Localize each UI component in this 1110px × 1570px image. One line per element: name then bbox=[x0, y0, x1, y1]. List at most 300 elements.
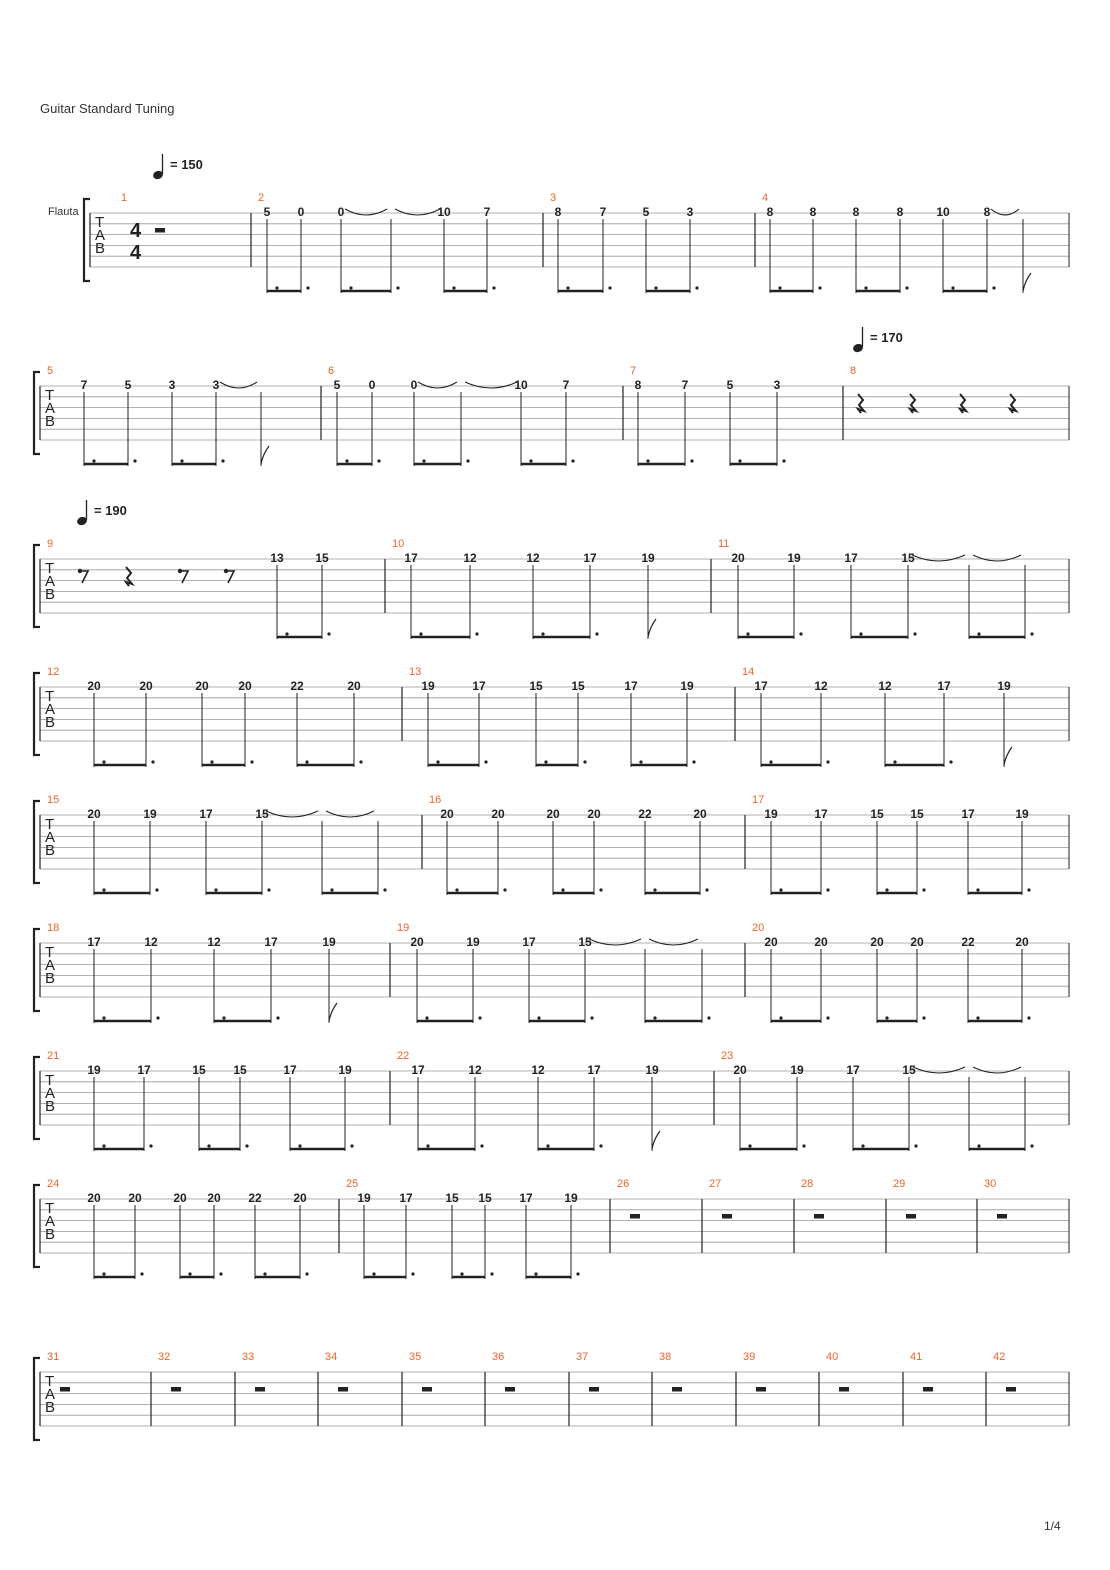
fret-number: 15 bbox=[478, 1191, 492, 1205]
dot bbox=[992, 286, 995, 289]
dot bbox=[102, 760, 105, 763]
tab-clef-letter: T bbox=[45, 816, 55, 833]
system-bracket bbox=[34, 929, 40, 1011]
flag bbox=[1023, 273, 1031, 291]
dot bbox=[422, 459, 425, 462]
whole-rest-icon bbox=[422, 1387, 432, 1392]
fret-number: 17 bbox=[519, 1191, 533, 1205]
tempo-value: = 190 bbox=[94, 503, 127, 518]
measure-number: 38 bbox=[659, 1351, 672, 1363]
dot bbox=[149, 1144, 152, 1147]
measure-number: 8 bbox=[850, 365, 857, 377]
dot bbox=[452, 286, 455, 289]
fret-number: 20 bbox=[293, 1191, 307, 1205]
measure-number: 2 bbox=[258, 192, 265, 204]
fret-number: 20 bbox=[733, 1063, 747, 1077]
dot bbox=[861, 1144, 864, 1147]
dot bbox=[210, 760, 213, 763]
dot bbox=[977, 1144, 980, 1147]
instrument-label: Flauta bbox=[48, 206, 79, 218]
fret-number: 12 bbox=[144, 935, 158, 949]
tuning-label: Guitar Standard Tuning bbox=[40, 101, 175, 116]
tab-clef-letter: T bbox=[45, 688, 55, 705]
fret-number: 0 bbox=[297, 205, 305, 219]
dot bbox=[92, 459, 95, 462]
dot bbox=[914, 1144, 917, 1147]
whole-rest-icon bbox=[505, 1387, 515, 1392]
fret-number: 5 bbox=[263, 205, 271, 219]
fret-number: 20 bbox=[870, 935, 884, 949]
fret-number: 20 bbox=[410, 935, 424, 949]
dot bbox=[140, 1272, 143, 1275]
fret-number: 17 bbox=[404, 551, 418, 565]
dot bbox=[976, 1016, 979, 1019]
dot bbox=[484, 760, 487, 763]
dot bbox=[222, 1016, 225, 1019]
fret-number: 8 bbox=[896, 205, 904, 219]
fret-number: 20 bbox=[910, 935, 924, 949]
fret-number: 17 bbox=[522, 935, 536, 949]
dot bbox=[377, 459, 380, 462]
dot bbox=[156, 1016, 159, 1019]
dot bbox=[566, 286, 569, 289]
fret-number: 12 bbox=[463, 551, 477, 565]
fret-number: 8 bbox=[554, 205, 562, 219]
fret-number: 17 bbox=[814, 807, 828, 821]
dot bbox=[951, 286, 954, 289]
dot bbox=[245, 1144, 248, 1147]
measure-number: 15 bbox=[47, 794, 60, 806]
measure-number: 12 bbox=[47, 666, 60, 678]
dot bbox=[436, 760, 439, 763]
dot bbox=[748, 1144, 751, 1147]
tab-clef-letter: A bbox=[45, 1213, 56, 1230]
whole-rest-icon bbox=[672, 1387, 682, 1392]
dot bbox=[455, 888, 458, 891]
fret-number: 20 bbox=[139, 679, 153, 693]
system-bracket bbox=[84, 199, 90, 281]
tab-clef-letter: T bbox=[95, 214, 105, 231]
measure-number: 31 bbox=[47, 1351, 60, 1363]
tie bbox=[973, 555, 1021, 561]
tie bbox=[913, 1067, 965, 1073]
measure-number: 26 bbox=[617, 1178, 630, 1190]
dot bbox=[608, 286, 611, 289]
fret-number: 20 bbox=[207, 1191, 221, 1205]
fret-number: 19 bbox=[338, 1063, 352, 1077]
fret-number: 20 bbox=[764, 935, 778, 949]
fret-number: 17 bbox=[411, 1063, 425, 1077]
tempo-value: = 170 bbox=[870, 330, 903, 345]
whole-rest-icon bbox=[338, 1387, 348, 1392]
fret-number: 15 bbox=[578, 935, 592, 949]
tab-clef-letter: A bbox=[45, 957, 56, 974]
fret-number: 19 bbox=[764, 807, 778, 821]
fret-number: 5 bbox=[124, 378, 132, 392]
measure-number: 32 bbox=[158, 1351, 171, 1363]
fret-number: 12 bbox=[814, 679, 828, 693]
dot bbox=[692, 760, 695, 763]
fret-number: 17 bbox=[844, 551, 858, 565]
tie bbox=[220, 382, 257, 388]
fret-number: 8 bbox=[634, 378, 642, 392]
measure-number: 37 bbox=[576, 1351, 589, 1363]
flag bbox=[1004, 747, 1012, 765]
fret-number: 3 bbox=[168, 378, 176, 392]
dot bbox=[922, 888, 925, 891]
fret-number: 20 bbox=[173, 1191, 187, 1205]
measure-number: 42 bbox=[993, 1351, 1006, 1363]
dot bbox=[475, 632, 478, 635]
fret-number: 19 bbox=[143, 807, 157, 821]
fret-number: 20 bbox=[693, 807, 707, 821]
system-bracket bbox=[34, 673, 40, 755]
fret-number: 17 bbox=[399, 1191, 413, 1205]
tab-clef-letter: T bbox=[45, 1072, 55, 1089]
fret-number: 12 bbox=[207, 935, 221, 949]
system-bracket bbox=[34, 1185, 40, 1267]
dot bbox=[155, 888, 158, 891]
measure-number: 36 bbox=[492, 1351, 505, 1363]
measure-number: 27 bbox=[709, 1178, 722, 1190]
dot bbox=[639, 760, 642, 763]
whole-rest-icon bbox=[923, 1387, 933, 1392]
fret-number: 17 bbox=[264, 935, 278, 949]
tie bbox=[395, 209, 440, 215]
dot bbox=[534, 1272, 537, 1275]
dot bbox=[102, 888, 105, 891]
system-bracket bbox=[34, 801, 40, 883]
tie bbox=[266, 811, 318, 817]
dot bbox=[949, 760, 952, 763]
dot bbox=[151, 760, 154, 763]
tab-clef-letter: B bbox=[45, 1399, 56, 1416]
dot bbox=[826, 760, 829, 763]
tie bbox=[345, 209, 387, 215]
fret-number: 15 bbox=[571, 679, 585, 693]
fret-number: 7 bbox=[80, 378, 88, 392]
tab-clef-letter: A bbox=[45, 701, 56, 718]
tie bbox=[589, 939, 641, 945]
fret-number: 17 bbox=[583, 551, 597, 565]
fret-number: 19 bbox=[87, 1063, 101, 1077]
dot bbox=[298, 1144, 301, 1147]
dot bbox=[350, 1144, 353, 1147]
dot bbox=[133, 459, 136, 462]
dot bbox=[102, 1144, 105, 1147]
half-rest-icon bbox=[155, 228, 165, 233]
tab-clef-letter: T bbox=[45, 944, 55, 961]
dot bbox=[529, 459, 532, 462]
fret-number: 19 bbox=[641, 551, 655, 565]
dot bbox=[425, 1016, 428, 1019]
measure-number: 7 bbox=[630, 365, 637, 377]
dot bbox=[492, 286, 495, 289]
dot bbox=[818, 286, 821, 289]
flag bbox=[652, 1131, 660, 1149]
dot bbox=[267, 888, 270, 891]
dot bbox=[885, 1016, 888, 1019]
fret-number: 12 bbox=[878, 679, 892, 693]
fret-number: 19 bbox=[322, 935, 336, 949]
fret-number: 17 bbox=[587, 1063, 601, 1077]
dot bbox=[426, 1144, 429, 1147]
dot bbox=[690, 459, 693, 462]
fret-number: 17 bbox=[283, 1063, 297, 1077]
fret-number: 22 bbox=[290, 679, 304, 693]
dot bbox=[503, 888, 506, 891]
dot bbox=[480, 1144, 483, 1147]
measure-number: 25 bbox=[346, 1178, 359, 1190]
measure-number: 21 bbox=[47, 1050, 60, 1062]
dot bbox=[188, 1272, 191, 1275]
tab-clef-letter: B bbox=[45, 842, 56, 859]
dot bbox=[746, 632, 749, 635]
dot bbox=[396, 286, 399, 289]
fret-number: 19 bbox=[466, 935, 480, 949]
dot bbox=[102, 1272, 105, 1275]
tab-clef-letter: A bbox=[45, 1085, 56, 1102]
dot bbox=[1030, 1144, 1033, 1147]
fret-number: 19 bbox=[564, 1191, 578, 1205]
dot bbox=[769, 760, 772, 763]
fret-number: 19 bbox=[1015, 807, 1029, 821]
dot bbox=[221, 459, 224, 462]
fret-number: 15 bbox=[901, 551, 915, 565]
dot bbox=[859, 632, 862, 635]
fret-number: 20 bbox=[128, 1191, 142, 1205]
fret-number: 17 bbox=[937, 679, 951, 693]
dot bbox=[893, 760, 896, 763]
fret-number: 20 bbox=[195, 679, 209, 693]
dot bbox=[345, 459, 348, 462]
fret-number: 8 bbox=[766, 205, 774, 219]
dot bbox=[330, 888, 333, 891]
tab-clef-letter: T bbox=[45, 1200, 55, 1217]
tie bbox=[973, 1067, 1021, 1073]
fret-number: 12 bbox=[468, 1063, 482, 1077]
dot bbox=[263, 1272, 266, 1275]
flag bbox=[648, 619, 656, 637]
measure-number: 33 bbox=[242, 1351, 255, 1363]
fret-number: 17 bbox=[961, 807, 975, 821]
system-bracket bbox=[34, 545, 40, 627]
fret-number: 17 bbox=[754, 679, 768, 693]
fret-number: 15 bbox=[233, 1063, 247, 1077]
measure-number: 4 bbox=[762, 192, 769, 204]
fret-number: 15 bbox=[192, 1063, 206, 1077]
fret-number: 5 bbox=[642, 205, 650, 219]
fret-number: 17 bbox=[472, 679, 486, 693]
measure-number: 39 bbox=[743, 1351, 756, 1363]
dot bbox=[864, 286, 867, 289]
measure-number: 17 bbox=[752, 794, 765, 806]
fret-number: 22 bbox=[961, 935, 975, 949]
measure-number: 23 bbox=[721, 1050, 734, 1062]
whole-rest-icon bbox=[60, 1387, 70, 1392]
dot bbox=[922, 1016, 925, 1019]
dot bbox=[275, 286, 278, 289]
fret-number: 0 bbox=[368, 378, 376, 392]
dot bbox=[976, 888, 979, 891]
dot bbox=[544, 760, 547, 763]
fret-number: 8 bbox=[983, 205, 991, 219]
fret-number: 5 bbox=[333, 378, 341, 392]
whole-rest-icon bbox=[255, 1387, 265, 1392]
dot bbox=[885, 888, 888, 891]
dot bbox=[478, 1016, 481, 1019]
fret-number: 19 bbox=[997, 679, 1011, 693]
tab-clef-letter: B bbox=[45, 714, 56, 731]
fret-number: 0 bbox=[337, 205, 345, 219]
fret-number: 17 bbox=[846, 1063, 860, 1077]
fret-number: 13 bbox=[270, 551, 284, 565]
fret-number: 20 bbox=[87, 1191, 101, 1205]
tie bbox=[418, 382, 457, 388]
dot bbox=[913, 632, 916, 635]
measure-number: 30 bbox=[984, 1178, 997, 1190]
whole-rest-icon bbox=[906, 1214, 916, 1219]
dot bbox=[419, 632, 422, 635]
page-number: 1/4 bbox=[1044, 1519, 1061, 1533]
dot bbox=[576, 1272, 579, 1275]
time-signature-bottom: 4 bbox=[130, 242, 142, 264]
dot bbox=[305, 1272, 308, 1275]
measure-number: 35 bbox=[409, 1351, 422, 1363]
fret-number: 17 bbox=[199, 807, 213, 821]
system-bracket bbox=[34, 372, 40, 454]
dot bbox=[214, 888, 217, 891]
whole-rest-icon bbox=[1006, 1387, 1016, 1392]
fret-number: 7 bbox=[599, 205, 607, 219]
dot bbox=[207, 1144, 210, 1147]
fret-number: 3 bbox=[686, 205, 694, 219]
fret-number: 10 bbox=[514, 378, 528, 392]
fret-number: 20 bbox=[238, 679, 252, 693]
fret-number: 17 bbox=[624, 679, 638, 693]
fret-number: 20 bbox=[731, 551, 745, 565]
fret-number: 10 bbox=[437, 205, 451, 219]
whole-rest-icon bbox=[589, 1387, 599, 1392]
dot bbox=[546, 1144, 549, 1147]
tab-clef-letter: A bbox=[45, 829, 56, 846]
fret-number: 20 bbox=[347, 679, 361, 693]
fret-number: 19 bbox=[645, 1063, 659, 1077]
tie bbox=[465, 382, 517, 388]
dot bbox=[799, 632, 802, 635]
dot bbox=[349, 286, 352, 289]
tie bbox=[649, 939, 698, 945]
fret-number: 7 bbox=[562, 378, 570, 392]
fret-number: 15 bbox=[902, 1063, 916, 1077]
flag bbox=[261, 446, 269, 464]
tab-clef-letter: B bbox=[95, 240, 106, 257]
measure-number: 20 bbox=[752, 922, 765, 934]
measure-number: 41 bbox=[910, 1351, 923, 1363]
dot bbox=[779, 1016, 782, 1019]
dot bbox=[653, 888, 656, 891]
tab-clef-letter: T bbox=[45, 387, 55, 404]
time-signature-top: 4 bbox=[130, 220, 142, 242]
measure-number: 29 bbox=[893, 1178, 906, 1190]
whole-rest-icon bbox=[171, 1387, 181, 1392]
tie bbox=[326, 811, 374, 817]
measure-number: 34 bbox=[325, 1351, 338, 1363]
dot bbox=[695, 286, 698, 289]
dot bbox=[180, 459, 183, 462]
whole-rest-icon bbox=[722, 1214, 732, 1219]
fret-number: 7 bbox=[681, 378, 689, 392]
fret-number: 20 bbox=[440, 807, 454, 821]
tie bbox=[912, 555, 965, 561]
fret-number: 12 bbox=[531, 1063, 545, 1077]
whole-rest-icon bbox=[997, 1214, 1007, 1219]
dot bbox=[653, 1016, 656, 1019]
dot bbox=[306, 286, 309, 289]
dot bbox=[537, 1016, 540, 1019]
fret-number: 15 bbox=[315, 551, 329, 565]
dot bbox=[1027, 1016, 1030, 1019]
fret-number: 22 bbox=[638, 807, 652, 821]
fret-number: 19 bbox=[421, 679, 435, 693]
dot bbox=[466, 459, 469, 462]
dot bbox=[411, 1272, 414, 1275]
dot bbox=[102, 1016, 105, 1019]
system-bracket bbox=[34, 1057, 40, 1139]
measure-number: 19 bbox=[397, 922, 410, 934]
dot bbox=[826, 1016, 829, 1019]
dot bbox=[738, 459, 741, 462]
fret-number: 3 bbox=[773, 378, 781, 392]
dot bbox=[541, 632, 544, 635]
fret-number: 20 bbox=[814, 935, 828, 949]
dot bbox=[826, 888, 829, 891]
whole-rest-icon bbox=[839, 1387, 849, 1392]
dot bbox=[250, 760, 253, 763]
tab-clef-letter: B bbox=[45, 1098, 56, 1115]
measure-number: 18 bbox=[47, 922, 60, 934]
whole-rest-icon bbox=[630, 1214, 640, 1219]
dot bbox=[1027, 888, 1030, 891]
dot bbox=[327, 632, 330, 635]
tab-clef-letter: B bbox=[45, 586, 56, 603]
dot bbox=[779, 888, 782, 891]
fret-number: 19 bbox=[790, 1063, 804, 1077]
tab-clef-letter: B bbox=[45, 413, 56, 430]
tab-clef-letter: B bbox=[45, 970, 56, 987]
tab-clef-letter: A bbox=[45, 1386, 56, 1403]
fret-number: 10 bbox=[936, 205, 950, 219]
dot bbox=[590, 1016, 593, 1019]
measure-number: 6 bbox=[328, 365, 335, 377]
dot bbox=[571, 459, 574, 462]
dot bbox=[383, 888, 386, 891]
dot bbox=[595, 632, 598, 635]
measure-number: 5 bbox=[47, 365, 54, 377]
fret-number: 22 bbox=[248, 1191, 262, 1205]
fret-number: 15 bbox=[255, 807, 269, 821]
measure-number: 3 bbox=[550, 192, 557, 204]
dot bbox=[276, 1016, 279, 1019]
fret-number: 0 bbox=[410, 378, 418, 392]
fret-number: 12 bbox=[526, 551, 540, 565]
dot bbox=[490, 1272, 493, 1275]
measure-number: 22 bbox=[397, 1050, 410, 1062]
fret-number: 19 bbox=[357, 1191, 371, 1205]
measure-number: 40 bbox=[826, 1351, 839, 1363]
dot bbox=[359, 760, 362, 763]
fret-number: 20 bbox=[546, 807, 560, 821]
